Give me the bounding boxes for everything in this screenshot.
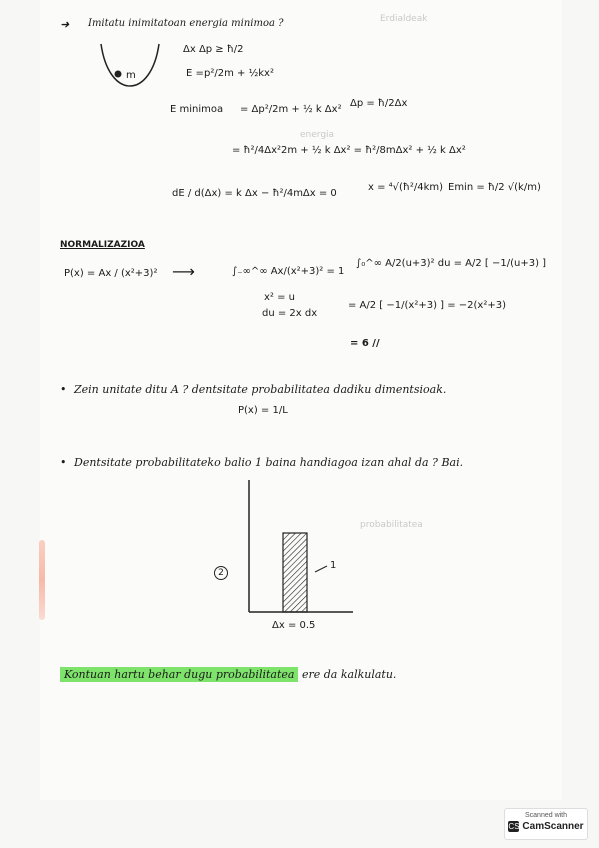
integral-result: = A/2 [ −1/(x²+3) ] = −2(x²+3) bbox=[348, 300, 506, 311]
uncertainty-equation: Δx Δp ≥ ħ/2 bbox=[183, 44, 244, 55]
long-arrow-icon: ⟶ bbox=[172, 262, 195, 281]
bullet-dot: • bbox=[60, 456, 67, 469]
graph-x-label: Δx = 0.5 bbox=[272, 620, 316, 631]
density-bar bbox=[283, 533, 307, 612]
probability-density-graph bbox=[235, 480, 355, 620]
ghost-text: energia bbox=[300, 130, 335, 140]
emin-result: Emin = ħ/2 √(k/m) bbox=[448, 182, 541, 193]
emin-line-2: = ħ²/4Δx²2m + ½ k Δx² = ħ²/8mΔx² + ½ k Δx² bbox=[232, 145, 466, 156]
mass-label: m bbox=[126, 70, 136, 81]
substitution-du: du = 2x dx bbox=[262, 308, 318, 319]
final-result: = 6 // bbox=[350, 338, 380, 349]
bullet-dot: • bbox=[60, 383, 67, 396]
integral-substitution: ∫₀^∞ A/2(u+3)² du = A/2 [ −1/(u+3) ] bbox=[356, 258, 547, 269]
graph-height-label: 2 bbox=[214, 566, 228, 580]
camscanner-logo-icon: CS bbox=[508, 822, 520, 831]
pointer-line bbox=[315, 566, 327, 572]
closing-line bbox=[60, 668, 396, 681]
scanned-with-label: Scanned with bbox=[524, 812, 568, 819]
highlighted-text: Kontuan hartu behar dugu probabilitatea bbox=[60, 667, 298, 682]
question-1: Imitatu inimitatoan energia minimoa ? bbox=[88, 18, 284, 29]
graph-area-label: 1 bbox=[330, 560, 337, 571]
px-definition: P(x) = Ax / (x²+3)² bbox=[64, 268, 158, 279]
normalization-title: NORMALIZAZIOA bbox=[60, 240, 145, 250]
particle-dot bbox=[115, 71, 122, 78]
emin-line-1: = Δp²/2m + ½ k Δx² bbox=[240, 104, 342, 115]
closing-text: ere da kalkulatu. bbox=[301, 668, 397, 681]
energy-E-label: E = bbox=[186, 68, 204, 79]
ghost-text: Erdialdeak bbox=[380, 14, 428, 24]
question-density: Dentsitate probabilitateko balio 1 baina handiagoa izan ahal da ? Bai. bbox=[74, 456, 464, 469]
unit-equation: P(x) = 1/L bbox=[238, 405, 288, 416]
question-units: Zein unitate ditu A ? dentsitate probabilitatea dadiku dimentsioak. bbox=[74, 383, 447, 396]
energy-terms: p²/2m + ½kx² bbox=[204, 68, 274, 79]
emin-label: E minimoa bbox=[170, 104, 224, 115]
derivative-equation: dE / d(Δx) = k Δx − ħ²/4mΔx = 0 bbox=[172, 188, 337, 199]
camscanner-brand: CamScanner bbox=[522, 821, 584, 832]
integral-equation: ∫₋∞^∞ Ax/(x²+3)² = 1 bbox=[232, 266, 345, 277]
ghost-text: probabilitatea bbox=[360, 520, 423, 530]
dp-equation: Δp = ħ/2Δx bbox=[350, 98, 408, 109]
arrow-icon: ➜ bbox=[60, 18, 70, 31]
x-solution: x = ⁴√(ħ²/4km) bbox=[368, 182, 444, 193]
pink-highlight-mark bbox=[39, 540, 45, 620]
substitution-u: x² = u bbox=[264, 292, 296, 303]
camscanner-badge bbox=[504, 808, 588, 840]
